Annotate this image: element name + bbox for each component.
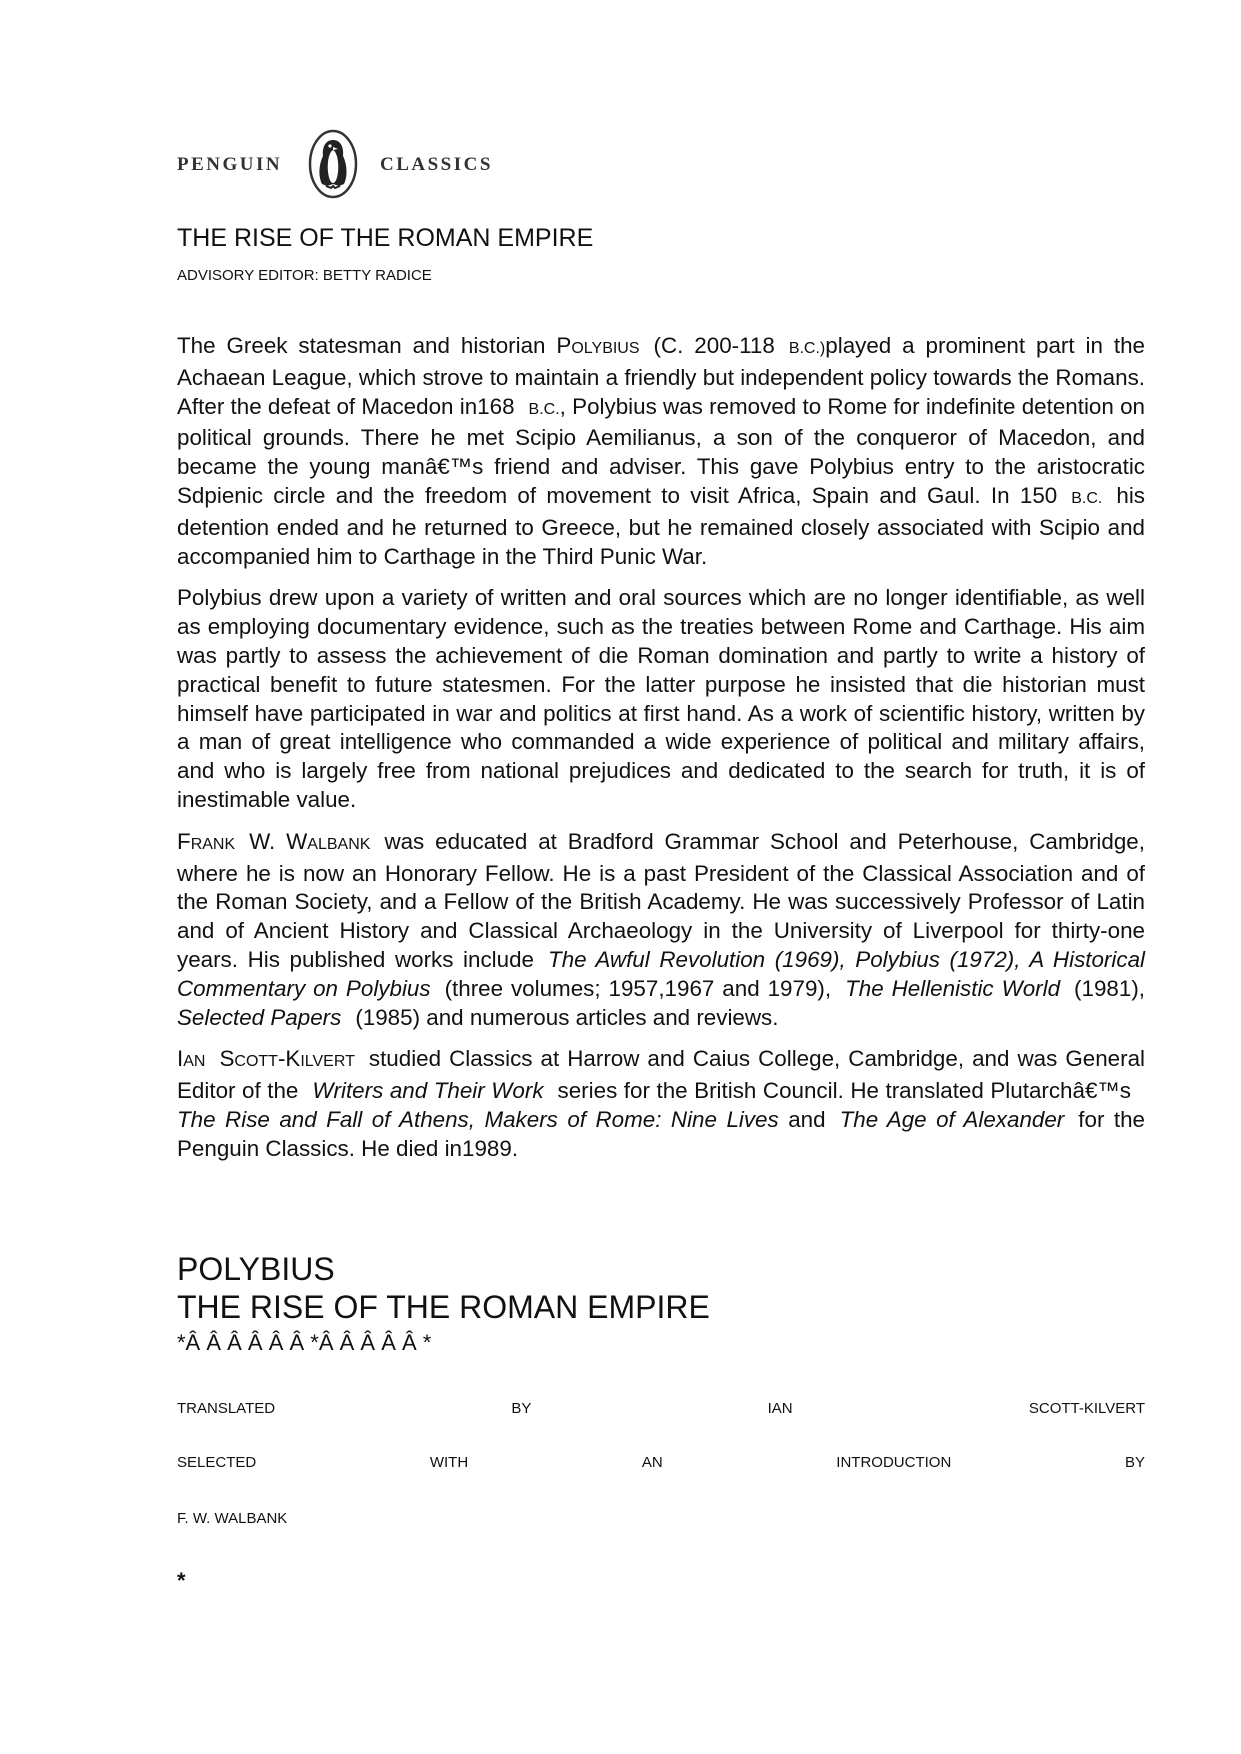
credit-walbank: F. W. WALBANK (177, 1510, 288, 1527)
paragraph-scott-kilvert: IAN SCOTT-KILVERT studied Classics at Harrow and Caius College, Cambridge, and was General Editor of the Writers and Their Work series for the British Council. He translated Plutarchâ€™sThe Rise and Fall of Athens, Makers of Rome: Nine Lives and The Age of Alexander for the Penguin Classics. He died in1989. (177, 1046, 1145, 1161)
penguin-classics-logo (177, 128, 497, 202)
paragraph-sources: Polybius drew upon a variety of written and oral sources which are no longer identifiable, as well as employing documentary evidence, such as the treaties between Rome and Carthage. His aim was partly to assess the achievement of die Roman domination and partly to write a history of practical benefit to future statesmen. For the latter purpose he insisted that die historian must himself have participated in war and politics at first hand. As a work of scientific history, written by a man of great intelligence who commanded a wide experience of political and military affairs, and who is largely free from national prejudices and dedicated to the search for truth, it is of inestimable value. (177, 585, 1145, 812)
ornament-stars: *Â Â Â Â Â Â *Â Â Â Â Â * (177, 1330, 432, 1355)
logo-word-classics: CLASSICS (380, 154, 493, 175)
book-author: POLYBIUS (177, 1251, 335, 1287)
advisory-editor: ADVISORY EDITOR: BETTY RADICE (177, 267, 432, 284)
end-asterisk: * (177, 1568, 186, 1593)
series-title: THE RISE OF THE ROMAN EMPIRE (177, 224, 594, 252)
credit-selection: SELECTED WITH AN INTRODUCTION BY (177, 1454, 1145, 1471)
paragraph-polybius: The Greek statesman and historian POLYBIUS (C. 200-118 B.C.)played a prominent part in the Achaean League, which strove to maintain a friendly but independent policy towards the Romans. After the defeat of Macedon in168 B.C., Polybius was removed to Rome for indefinite detention on political grounds. There he met Scipio Aemilianus, a son of the conqueror of Macedon, and became the young manâ€™s friend and adviser. This gave Polybius entry to the aristocratic Sdpienic circle and the freedom of movement to visit Africa, Spain and Gaul. In 150 B.C. his detention ended and he returned to Greece, but he remained closely associated with Scipio and accompanied him to Carthage in the Third Punic War. (177, 333, 1145, 569)
credit-translator: TRANSLATED BY IAN SCOTT-KILVERT (177, 1400, 1145, 1417)
penguin-icon (307, 128, 359, 200)
logo-word-penguin: PENGUIN (177, 154, 283, 175)
paragraph-walbank: FRANK W. WALBANK was educated at Bradford Grammar School and Peterhouse, Cambridge, where he is now an Honorary Fellow. He is a past President of the Classical Association and of the Roman Society, and a Fellow of the British Academy. He was successively Professor of Latin and of Ancient History and Classical Archaeology in the University of Liverpool for thirty-one years. His published works include The Awful Revolution (1969), Polybius (1972), A Historical Commentary on Polybius (three volumes; 1957,1967 and 1979), The Hellenistic World (1981), Selected Papers (1985) and numerous articles and reviews. (177, 828, 1145, 1030)
body-text (177, 332, 1145, 1177)
book-title: THE RISE OF THE ROMAN EMPIRE (177, 1289, 710, 1325)
